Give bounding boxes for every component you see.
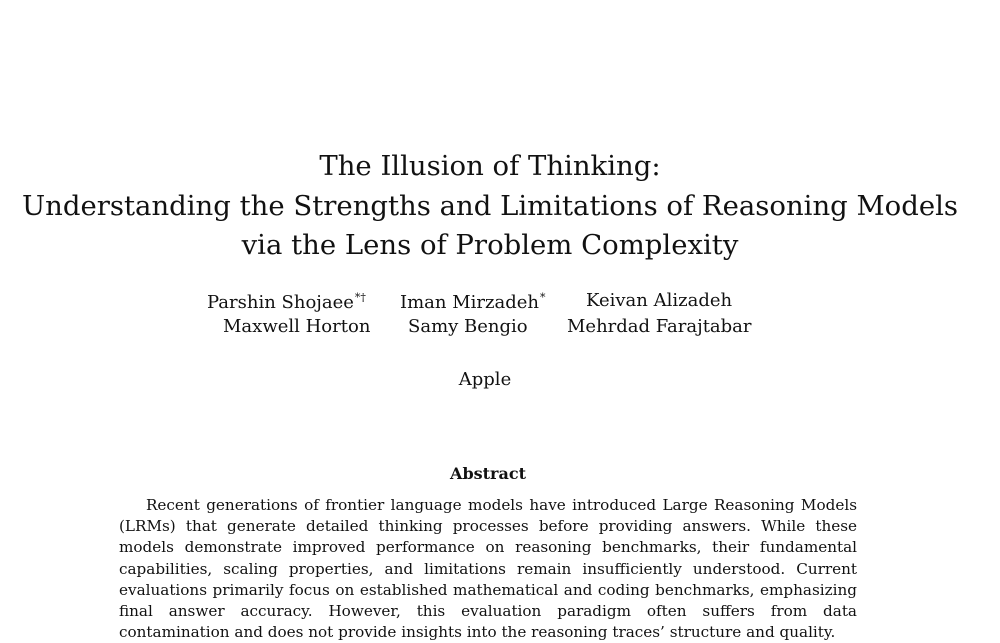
author-affiliation-marks: *†	[354, 291, 366, 304]
author-name: Iman Mirzadeh	[400, 292, 539, 313]
abstract-text: Recent generations of frontier language models have introduced Large Reasoning Models (LRMs) that generate detailed thinking processes before providing answers. While these models demonstrate improved performance on reasoning benchmarks, their fundamental capabilities, scaling properties, and limitations remain insufficiently understood. Current evaluations primarily focus on established mathematical and coding benchmarks, emphasizing final answer accuracy. However, this evaluation paradigm often suffers from data contamination and does not provide insights into the reasoning traces’ structure and quality.	[119, 496, 857, 642]
author-keivan-alizadeh	[586, 292, 732, 310]
paper-title-line-2: Understanding the Strengths and Limitations of Reasoning Models	[21, 190, 959, 222]
affiliation: Apple	[458, 369, 512, 390]
abstract-body	[119, 495, 857, 643]
author-parshin-shojaee	[207, 292, 366, 312]
author-name: Maxwell Horton	[223, 316, 371, 337]
author-name: Samy Bengio	[408, 316, 528, 337]
author-mehrdad-farajtabar	[567, 318, 752, 336]
author-name: Parshin Shojaee	[207, 292, 354, 313]
author-name: Keivan Alizadeh	[586, 290, 733, 311]
author-samy-bengio	[408, 318, 528, 336]
author-affiliation-marks: *	[540, 291, 546, 304]
author-maxwell-horton	[223, 318, 370, 336]
paper-title-line-1: The Illusion of Thinking:	[319, 150, 661, 182]
paper-title-line-3: via the Lens of Problem Complexity	[241, 229, 739, 261]
author-name: Mehrdad Farajtabar	[567, 316, 752, 337]
author-iman-mirzadeh	[400, 292, 546, 312]
abstract-heading: Abstract	[450, 464, 526, 483]
